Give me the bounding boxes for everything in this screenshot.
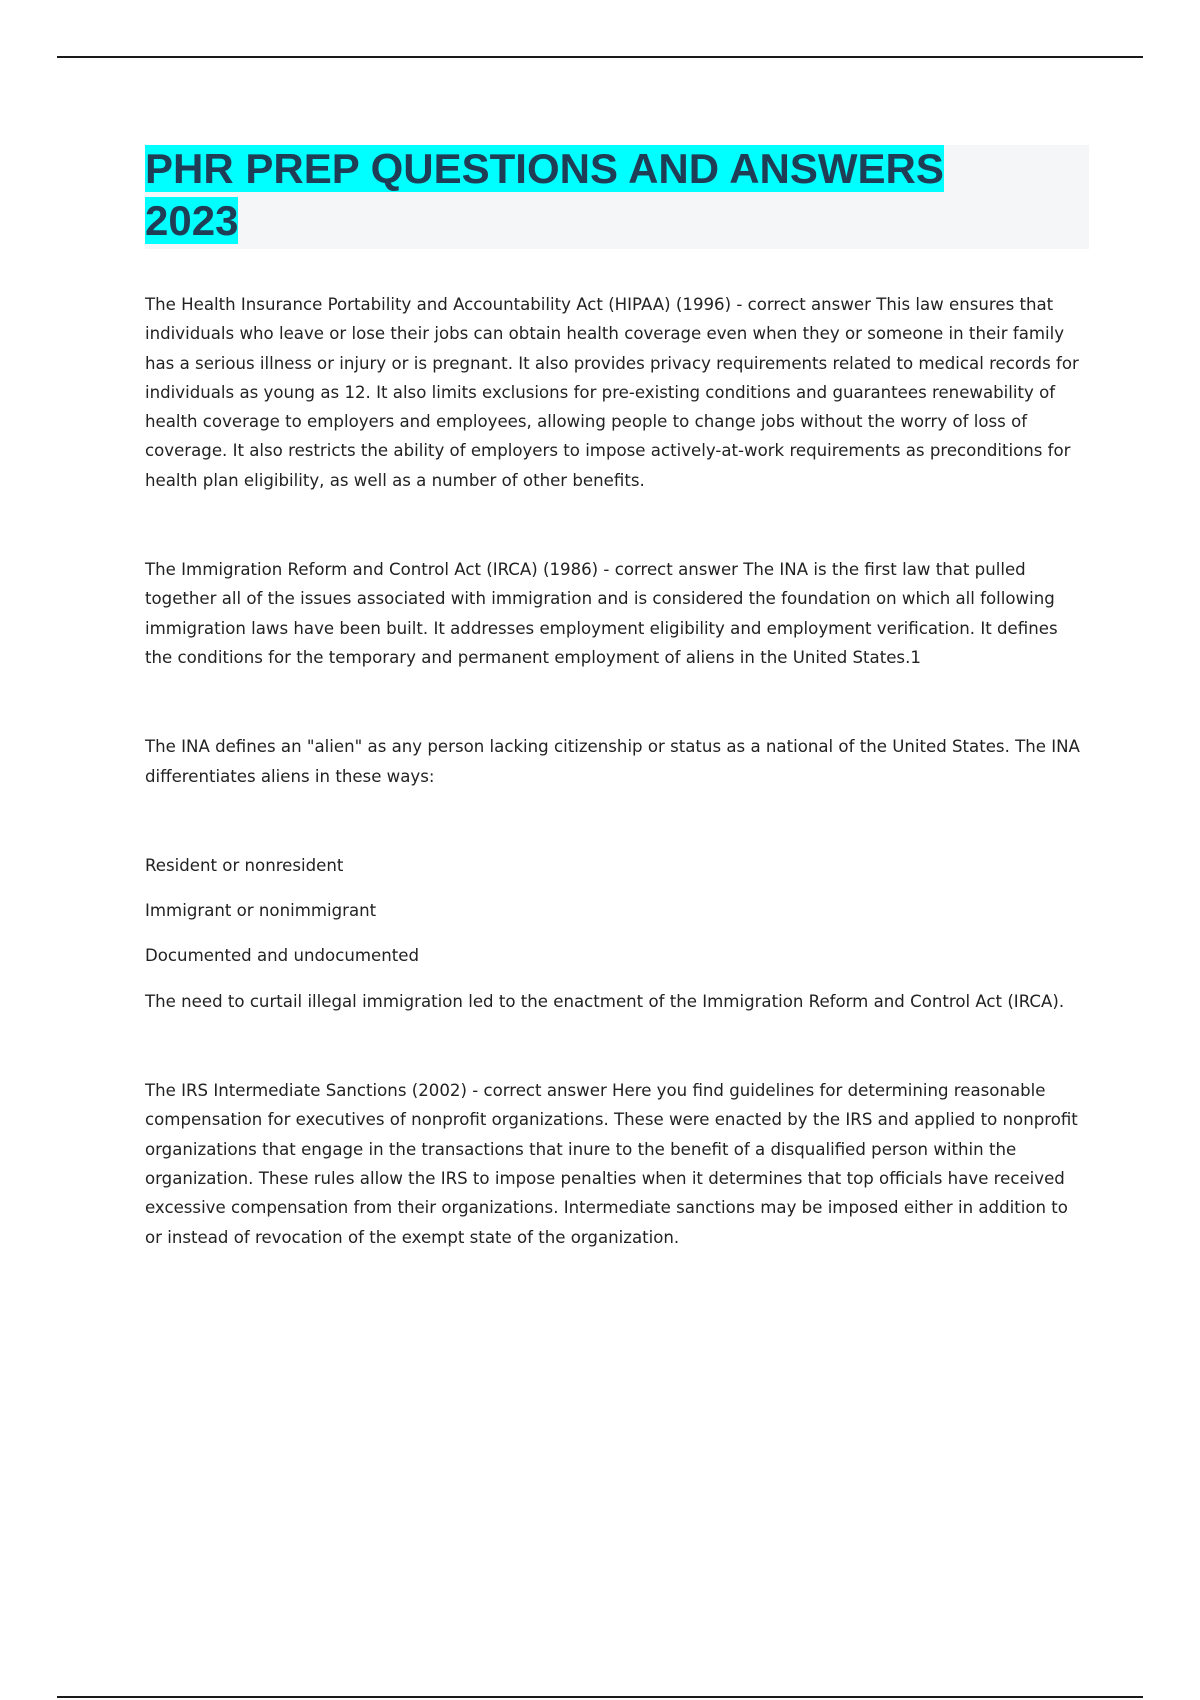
- page-title: [145, 143, 1045, 247]
- paragraph-alien-definition: The INA defines an "alien" as any person lacking citizenship or status as a national of the United States. The INA differentiates aliens in these ways:: [145, 737, 1080, 786]
- paragraph-irca: The Immigration Reform and Control Act (IRCA) (1986) - correct answer The INA is the first law that pulled together all of the issues associated with immigration and is considered the foundation on which all following immigration laws have been built. It addresses employment eligibility and employment verification. It defines the conditions for the temporary and permanent employment of aliens in the United States.1: [145, 560, 1058, 667]
- paragraph-need-to-curtail: The need to curtail illegal immigration led to the enactment of the Immigration Reform and Control Act (IRCA).: [145, 991, 1065, 1011]
- bottom-divider: [57, 1696, 1143, 1698]
- title-highlight: PHR PREP QUESTIONS AND ANSWERS 2023: [145, 145, 944, 244]
- alien-category-item: Resident or nonresident: [145, 855, 344, 875]
- paragraph-irs-sanctions: The IRS Intermediate Sanctions (2002) - correct answer Here you find guidelines for determining reasonable compensation for executives of nonprofit organizations. These were enacted by the IRS and applied to nonprofit organizations that engage in the transactions that inure to the benefit of a disqualified person within the organization. These rules allow the IRS to impose penalties when it determines that top officials have received excessive compensation from their organizations. Intermediate sanctions may be imposed either in addition to or instead of revocation of the exempt state of the organization.: [145, 1081, 1078, 1247]
- document-body: [145, 290, 1090, 1252]
- top-divider: [57, 56, 1143, 58]
- paragraph-hipaa: The Health Insurance Portability and Accountability Act (HIPAA) (1996) - correct answer This law ensures that individuals who leave or lose their jobs can obtain health coverage even when they or someone in their family has a serious illness or injury or is pregnant. It also provides privacy requirements related to medical records for individuals as young as 12. It also limits exclusions for pre-existing conditions and guarantees renewability of health coverage to employers and employees, allowing people to change jobs without the worry of loss of coverage. It also restricts the ability of employers to impose actively-at-work requirements as preconditions for health plan eligibility, as well as a number of other benefits.: [145, 295, 1079, 490]
- alien-category-item: Immigrant or nonimmigrant: [145, 901, 377, 921]
- alien-category-item: Documented and undocumented: [145, 946, 419, 966]
